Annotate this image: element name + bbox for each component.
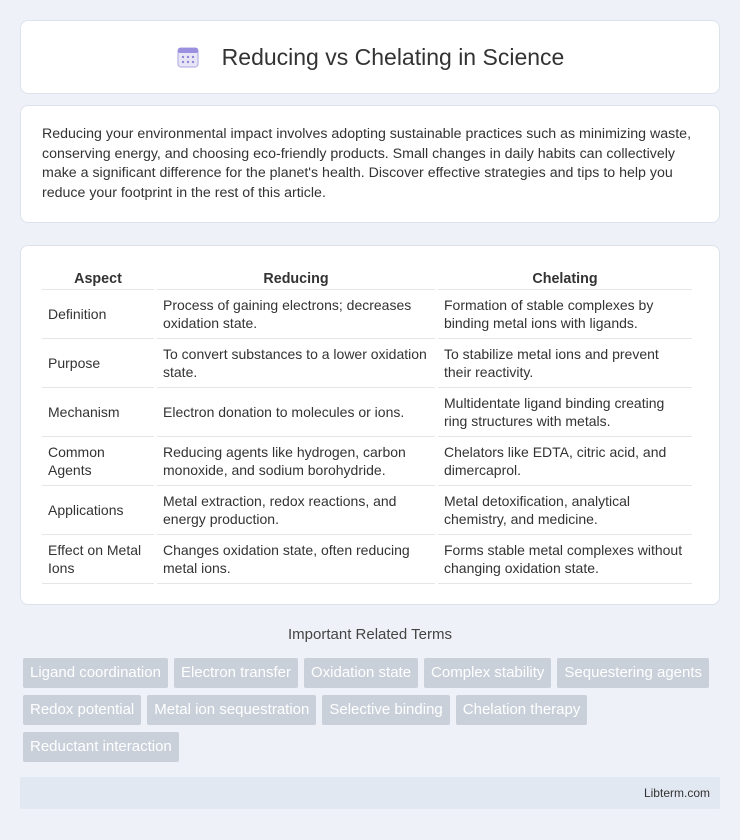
table-cell: Applications: [42, 486, 154, 535]
table-cell: To convert substances to a lower oxidation state.: [157, 339, 435, 388]
page-title: Reducing vs Chelating in Science: [221, 43, 565, 70]
term-tag[interactable]: Chelation therapy: [456, 695, 588, 725]
column-header: Reducing: [157, 266, 435, 290]
calendar-icon: [176, 45, 200, 69]
term-tag[interactable]: Reductant interaction: [23, 732, 179, 762]
table-cell: Process of gaining electrons; decreases oxidation state.: [157, 290, 435, 339]
footer: [20, 777, 720, 809]
table-cell: Common Agents: [42, 437, 154, 486]
table-row: [42, 437, 692, 486]
table-header-row: [42, 266, 692, 290]
table-cell: To stabilize metal ions and prevent their reactivity.: [438, 339, 692, 388]
column-header: Chelating: [438, 266, 692, 290]
intro-paragraph: Reducing your environmental impact involves adopting sustainable practices such as minimizing waste, conserving energy, and choosing eco-friendly products. Small changes in daily habits can collectively make a significant difference for the planet's health. Discover effective strategies and tips to help you reduce your footprint in the rest of this article.: [20, 105, 720, 223]
comparison-table-card: [20, 245, 720, 605]
table-cell: Multidentate ligand binding creating ring structures with metals.: [438, 388, 692, 437]
term-tag[interactable]: Ligand coordination: [23, 658, 168, 688]
table-cell: Metal extraction, redox reactions, and energy production.: [157, 486, 435, 535]
table-cell: Chelators like EDTA, citric acid, and dimercaprol.: [438, 437, 692, 486]
term-tag[interactable]: Electron transfer: [174, 658, 298, 688]
term-tag[interactable]: Redox potential: [23, 695, 141, 725]
column-header: Aspect: [42, 266, 154, 290]
table-row: [42, 290, 692, 339]
table-row: [42, 486, 692, 535]
term-tag[interactable]: Sequestering agents: [557, 658, 709, 688]
table-row: [42, 339, 692, 388]
term-tag[interactable]: Oxidation state: [304, 658, 418, 688]
term-tag[interactable]: Selective binding: [322, 695, 449, 725]
table-cell: Definition: [42, 290, 154, 339]
table-cell: Formation of stable complexes by binding metal ions with ligands.: [438, 290, 692, 339]
related-terms-list: [23, 658, 723, 769]
table-row: [42, 388, 692, 437]
term-tag[interactable]: Metal ion sequestration: [147, 695, 316, 725]
table-cell: Electron donation to molecules or ions.: [157, 388, 435, 437]
table-cell: Mechanism: [42, 388, 154, 437]
table-row: [42, 535, 692, 584]
header-card: [20, 20, 720, 94]
related-terms-title: Important Related Terms: [288, 626, 452, 643]
table-cell: Metal detoxification, analytical chemistry, and medicine.: [438, 486, 692, 535]
table-cell: Forms stable metal complexes without changing oxidation state.: [438, 535, 692, 584]
table-cell: Effect on Metal Ions: [42, 535, 154, 584]
table-cell: Changes oxidation state, often reducing metal ions.: [157, 535, 435, 584]
table-cell: Reducing agents like hydrogen, carbon monoxide, and sodium borohydride.: [157, 437, 435, 486]
term-tag[interactable]: Complex stability: [424, 658, 551, 688]
table-cell: Purpose: [42, 339, 154, 388]
footer-brand-link[interactable]: Libterm.com: [643, 786, 710, 800]
comparison-table: [39, 266, 695, 584]
